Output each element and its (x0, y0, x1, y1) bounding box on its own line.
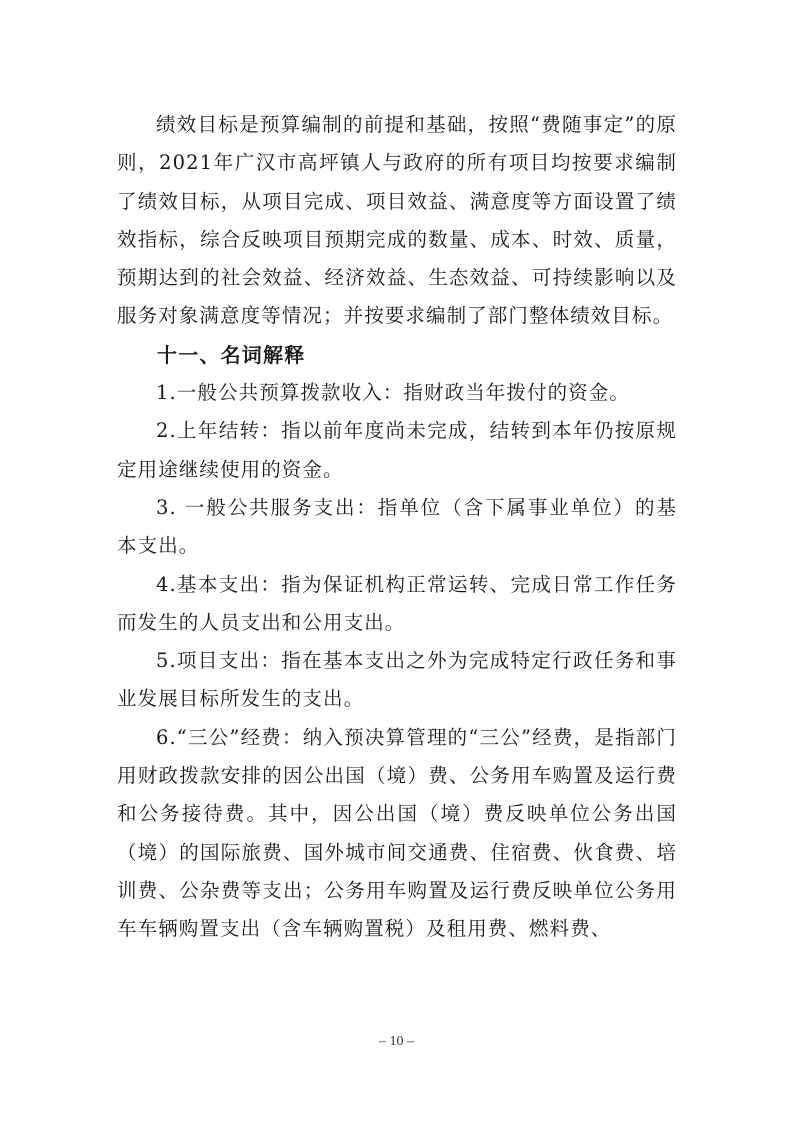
document-body (117, 106, 677, 949)
definition-item: 5.项目支出：指在基本支出之外为完成特定行政任务和事业发展目标所发生的支出。 (117, 649, 677, 711)
definition-item: 6.“三公”经费：纳入预决算管理的“三公”经费，是指部门用财政拨款安排的因公出国（境）费、公务用车购置及运行费和公务接待费。其中，因公出国（境）费反映单位公务出国（境）的国际旅费、国外城市间交通费、住宿费、伙食费、培训费、公杂费等支出；公务用车购置及运行费反映单位公务用车车辆购置支出（含车辆购置税）及租用费、燃料费、 (117, 725, 677, 941)
definition-item: 4.基本支出：指为保证机构正常运转、完成日常工作任务而发生的人员支出和公用支出。 (117, 572, 677, 634)
definition-item: 3. 一般公共服务支出：指单位（含下属事业单位）的基本支出。 (117, 495, 677, 558)
definition-item: 1.一般公共预算拨款收入：指财政当年拨付的资金。 (156, 381, 631, 405)
performance-goal-paragraph: 绩效目标是预算编制的前提和基础，按照“费随事定”的原则，2021年广汉市高坪镇人与政府的所有项目均按要求编制了绩效目标，从项目完成、项目效益、满意度等方面设置了绩效指标，综合反映项目预期完成的数量、成本、时效、质量，预期达到的社会效益、经济效益、生态效益、可持续影响以及服务对象满意度等情况；并按要求编制了部门整体绩效目标。 (117, 113, 677, 328)
definition-item: 2.上年结转：指以前年度尚未完成，结转到本年仍按原规定用途继续使用的资金。 (117, 419, 677, 481)
page-number: – 10 – (379, 1034, 414, 1049)
section-heading: 十一、名词解释 (157, 342, 306, 367)
